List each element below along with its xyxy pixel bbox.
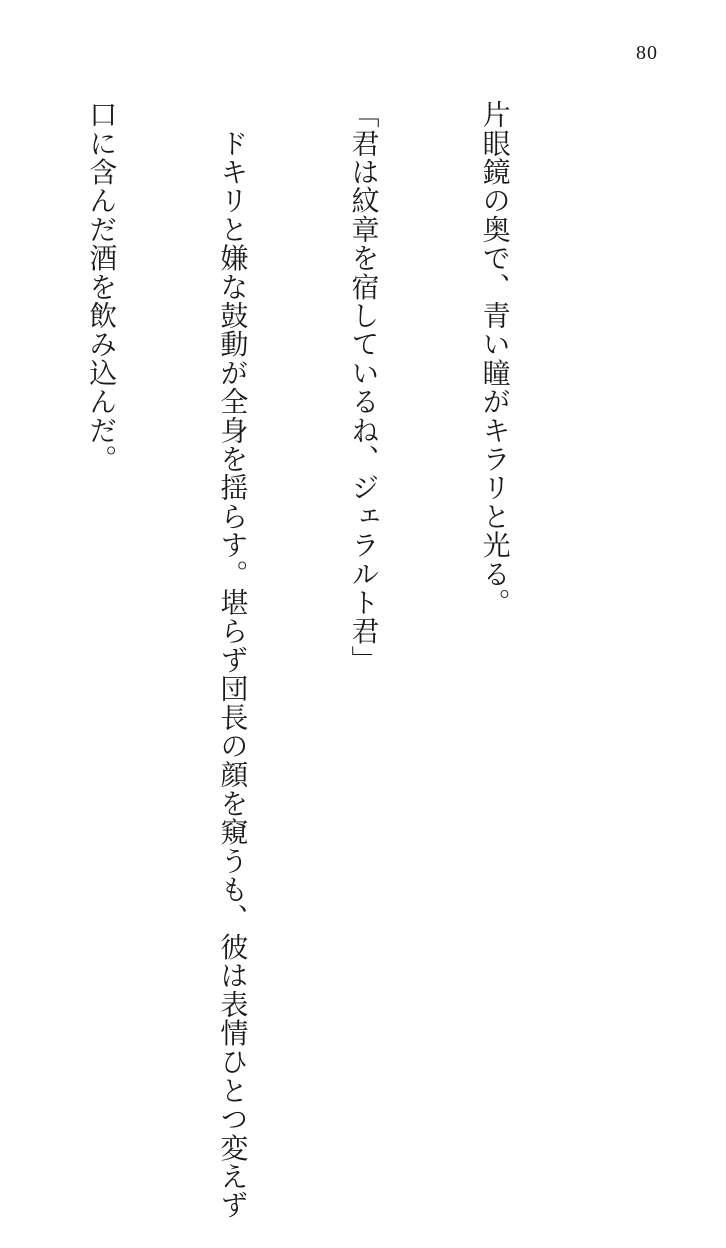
page-number: 80 [636, 42, 658, 64]
body-text [0, 100, 604, 1220]
text-line: 「君は紋章を宿しているね、ジェラルト君」 [347, 100, 381, 674]
text-line: ドキリと嫌な鼓動が全身を揺らす。堪らず団長の顔を窺うも、彼は表情ひとつ変えず [216, 100, 250, 1220]
text-line: 片眼鏡の奥で、青い瞳がキラリと光る。 [478, 100, 512, 617]
text-line: 口に含んだ酒を飲み込んだ。 [85, 100, 119, 474]
